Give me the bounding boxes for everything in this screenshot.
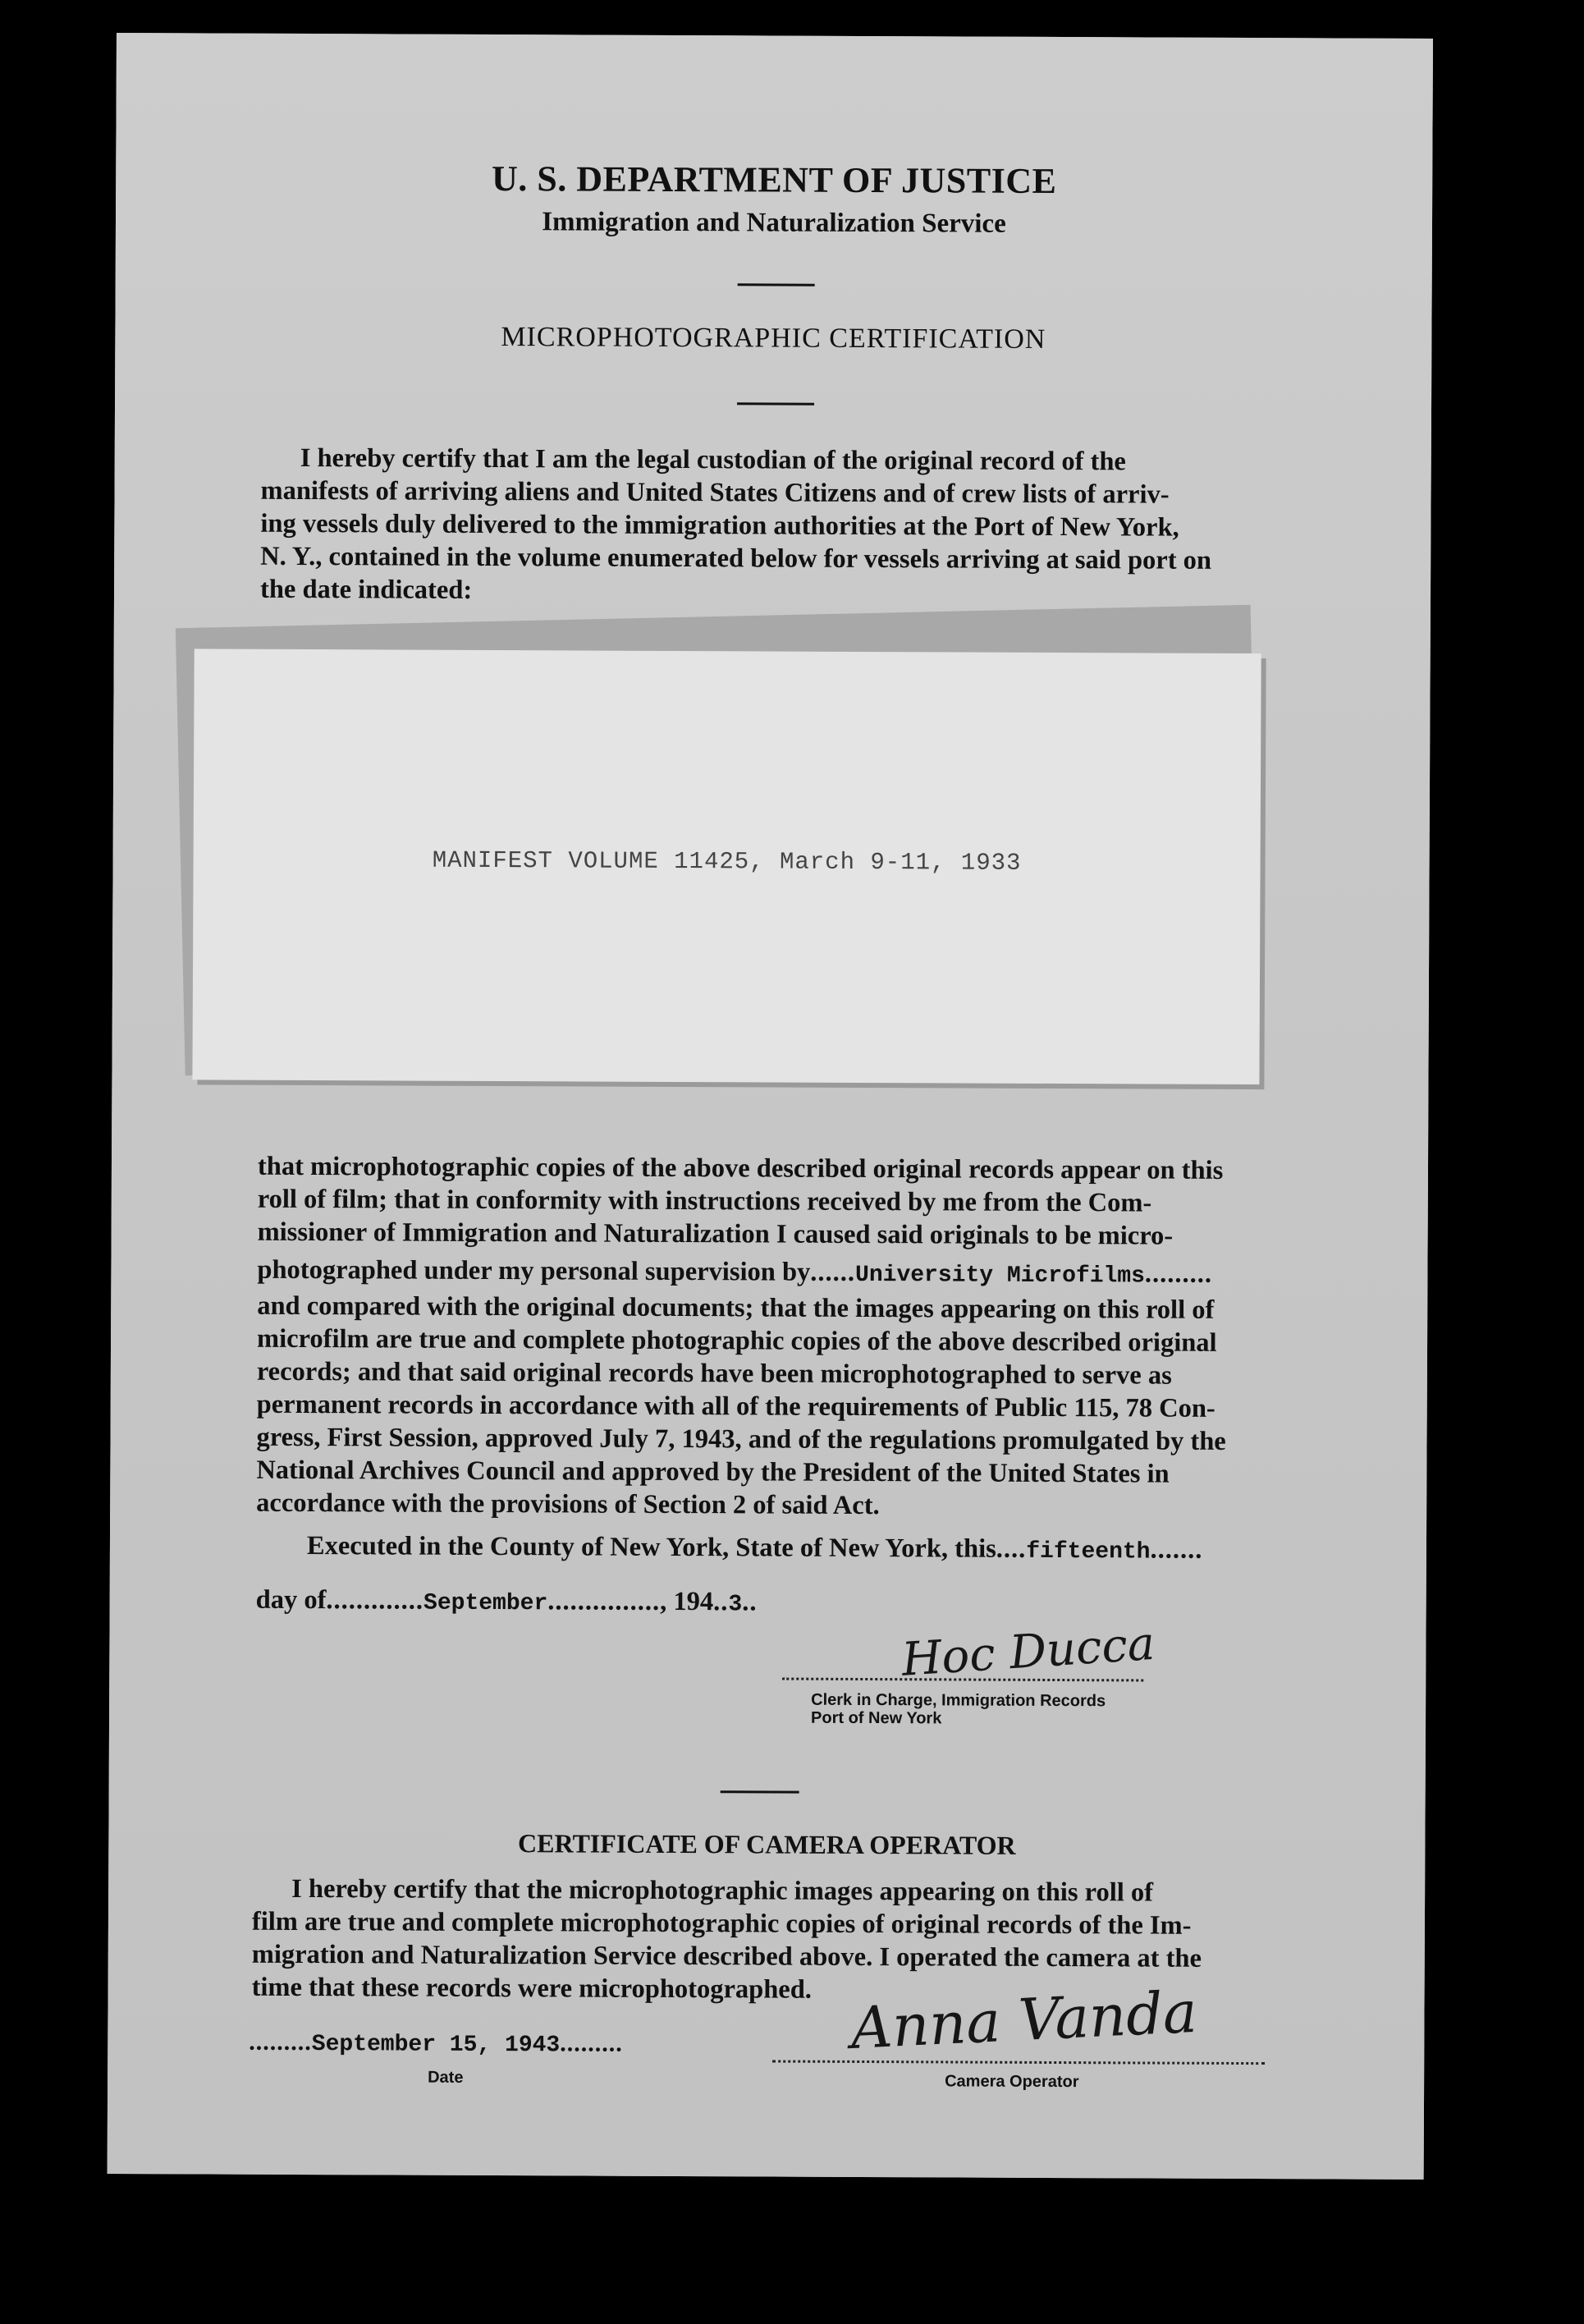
day-of-line: day of.............September..............., 194..3..: [255, 1584, 758, 1618]
date-label: Date: [428, 2068, 464, 2087]
body-line: National Archives Council and approved by the President of the United States in: [256, 1455, 1170, 1489]
year-value: 3: [728, 1592, 743, 1618]
body-paragraph: [256, 1150, 1284, 1524]
supervision-prefix: photographed under my personal supervision by: [257, 1254, 811, 1287]
body-line: permanent records in accordance with all of the requirements of Public 115, 78 Con-: [256, 1389, 1215, 1423]
certificate-sheet: [108, 33, 1433, 2180]
clerk-caption-line: Clerk in Charge, Immigration Records: [811, 1690, 1106, 1711]
intro-line: N. Y., contained in the volume enumerated below for vessels arriving at said port on: [260, 541, 1212, 575]
service-subheading: Immigration and Naturalization Service: [542, 207, 1006, 239]
operator-label: Camera Operator: [945, 2072, 1079, 2092]
intro-line: manifests of arriving aliens and United States Citizens and of crew lists of arriv-: [260, 475, 1170, 510]
body-line: missioner of Immigration and Naturalization I caused said originals to be micro-: [257, 1217, 1174, 1251]
divider-rule: [737, 402, 814, 405]
executed-day-value: fifteenth: [1026, 1538, 1151, 1565]
clerk-signature: Hoc Ducca: [900, 1616, 1156, 1687]
operator-signature: Anna Vanda: [849, 1978, 1199, 2062]
body-line: gress, First Session, approved July 7, 1943, and of the regulations promulgated by the: [256, 1422, 1226, 1456]
supervision-line: photographed under my personal supervision by......University Microfilms.........: [257, 1254, 1213, 1290]
department-heading: U. S. DEPARTMENT OF JUSTICE: [491, 158, 1057, 201]
clerk-caption: [811, 1691, 1106, 1729]
intro-paragraph: [260, 442, 1287, 610]
camera-line: I hereby certify that the microphotographic images appearing on this roll of: [291, 1873, 1154, 1908]
body-line: accordance with the provisions of Section 2 of said Act.: [256, 1487, 880, 1521]
divider-rule: [738, 283, 815, 286]
body-line: microfilm are true and complete photographic copies of the above described original: [256, 1323, 1217, 1358]
executed-prefix: Executed in the County of New York, State of New York, this: [306, 1531, 996, 1564]
camera-line: migration and Naturalization Service described above. I operated the camera at the: [251, 1939, 1202, 1973]
intro-line: I hereby certify that I am the legal custodian of the original record of the: [300, 442, 1126, 477]
body-line: and compared with the original documents; that the images appearing on this roll of: [257, 1290, 1215, 1325]
date-field: .........September 15, 1943.........: [249, 2028, 623, 2059]
intro-line: the date indicated:: [259, 574, 473, 605]
supervision-value: University Microfilms: [855, 1262, 1146, 1290]
camera-line: film are true and complete microphotographic copies of original records of the Im-: [251, 1906, 1192, 1941]
manifest-card: [192, 649, 1261, 1084]
date-value: September 15, 1943: [311, 2032, 561, 2059]
manifest-volume-text: MANIFEST VOLUME 11425, March 9-11, 1933: [432, 846, 1022, 877]
body-line: roll of film; that in conformity with instructions received by me from the Com-: [257, 1184, 1152, 1218]
clerk-caption-line: Port of New York: [811, 1708, 942, 1728]
body-line: that microphotographic copies of the above described original records appear on this: [257, 1151, 1224, 1185]
executed-line: Executed in the County of New York, State of New York, this....fifteenth.......: [306, 1531, 1203, 1565]
divider-rule: [721, 1790, 799, 1793]
body-line: records; and that said original records have been microphotographed to serve as: [256, 1356, 1172, 1391]
month-value: September: [423, 1590, 548, 1617]
day-of-label: day of: [255, 1584, 327, 1616]
operator-signature-line: [772, 2060, 1265, 2065]
intro-line: ing vessels duly delivered to the immigration authorities at the Port of New York,: [260, 508, 1179, 543]
camera-line: time that these records were microphotographed.: [251, 1972, 813, 2005]
year-prefix: , 194: [660, 1586, 714, 1617]
certification-title: MICROPHOTOGRAPHIC CERTIFICATION: [501, 322, 1046, 355]
camera-certificate-title: CERTIFICATE OF CAMERA OPERATOR: [517, 1828, 1016, 1860]
